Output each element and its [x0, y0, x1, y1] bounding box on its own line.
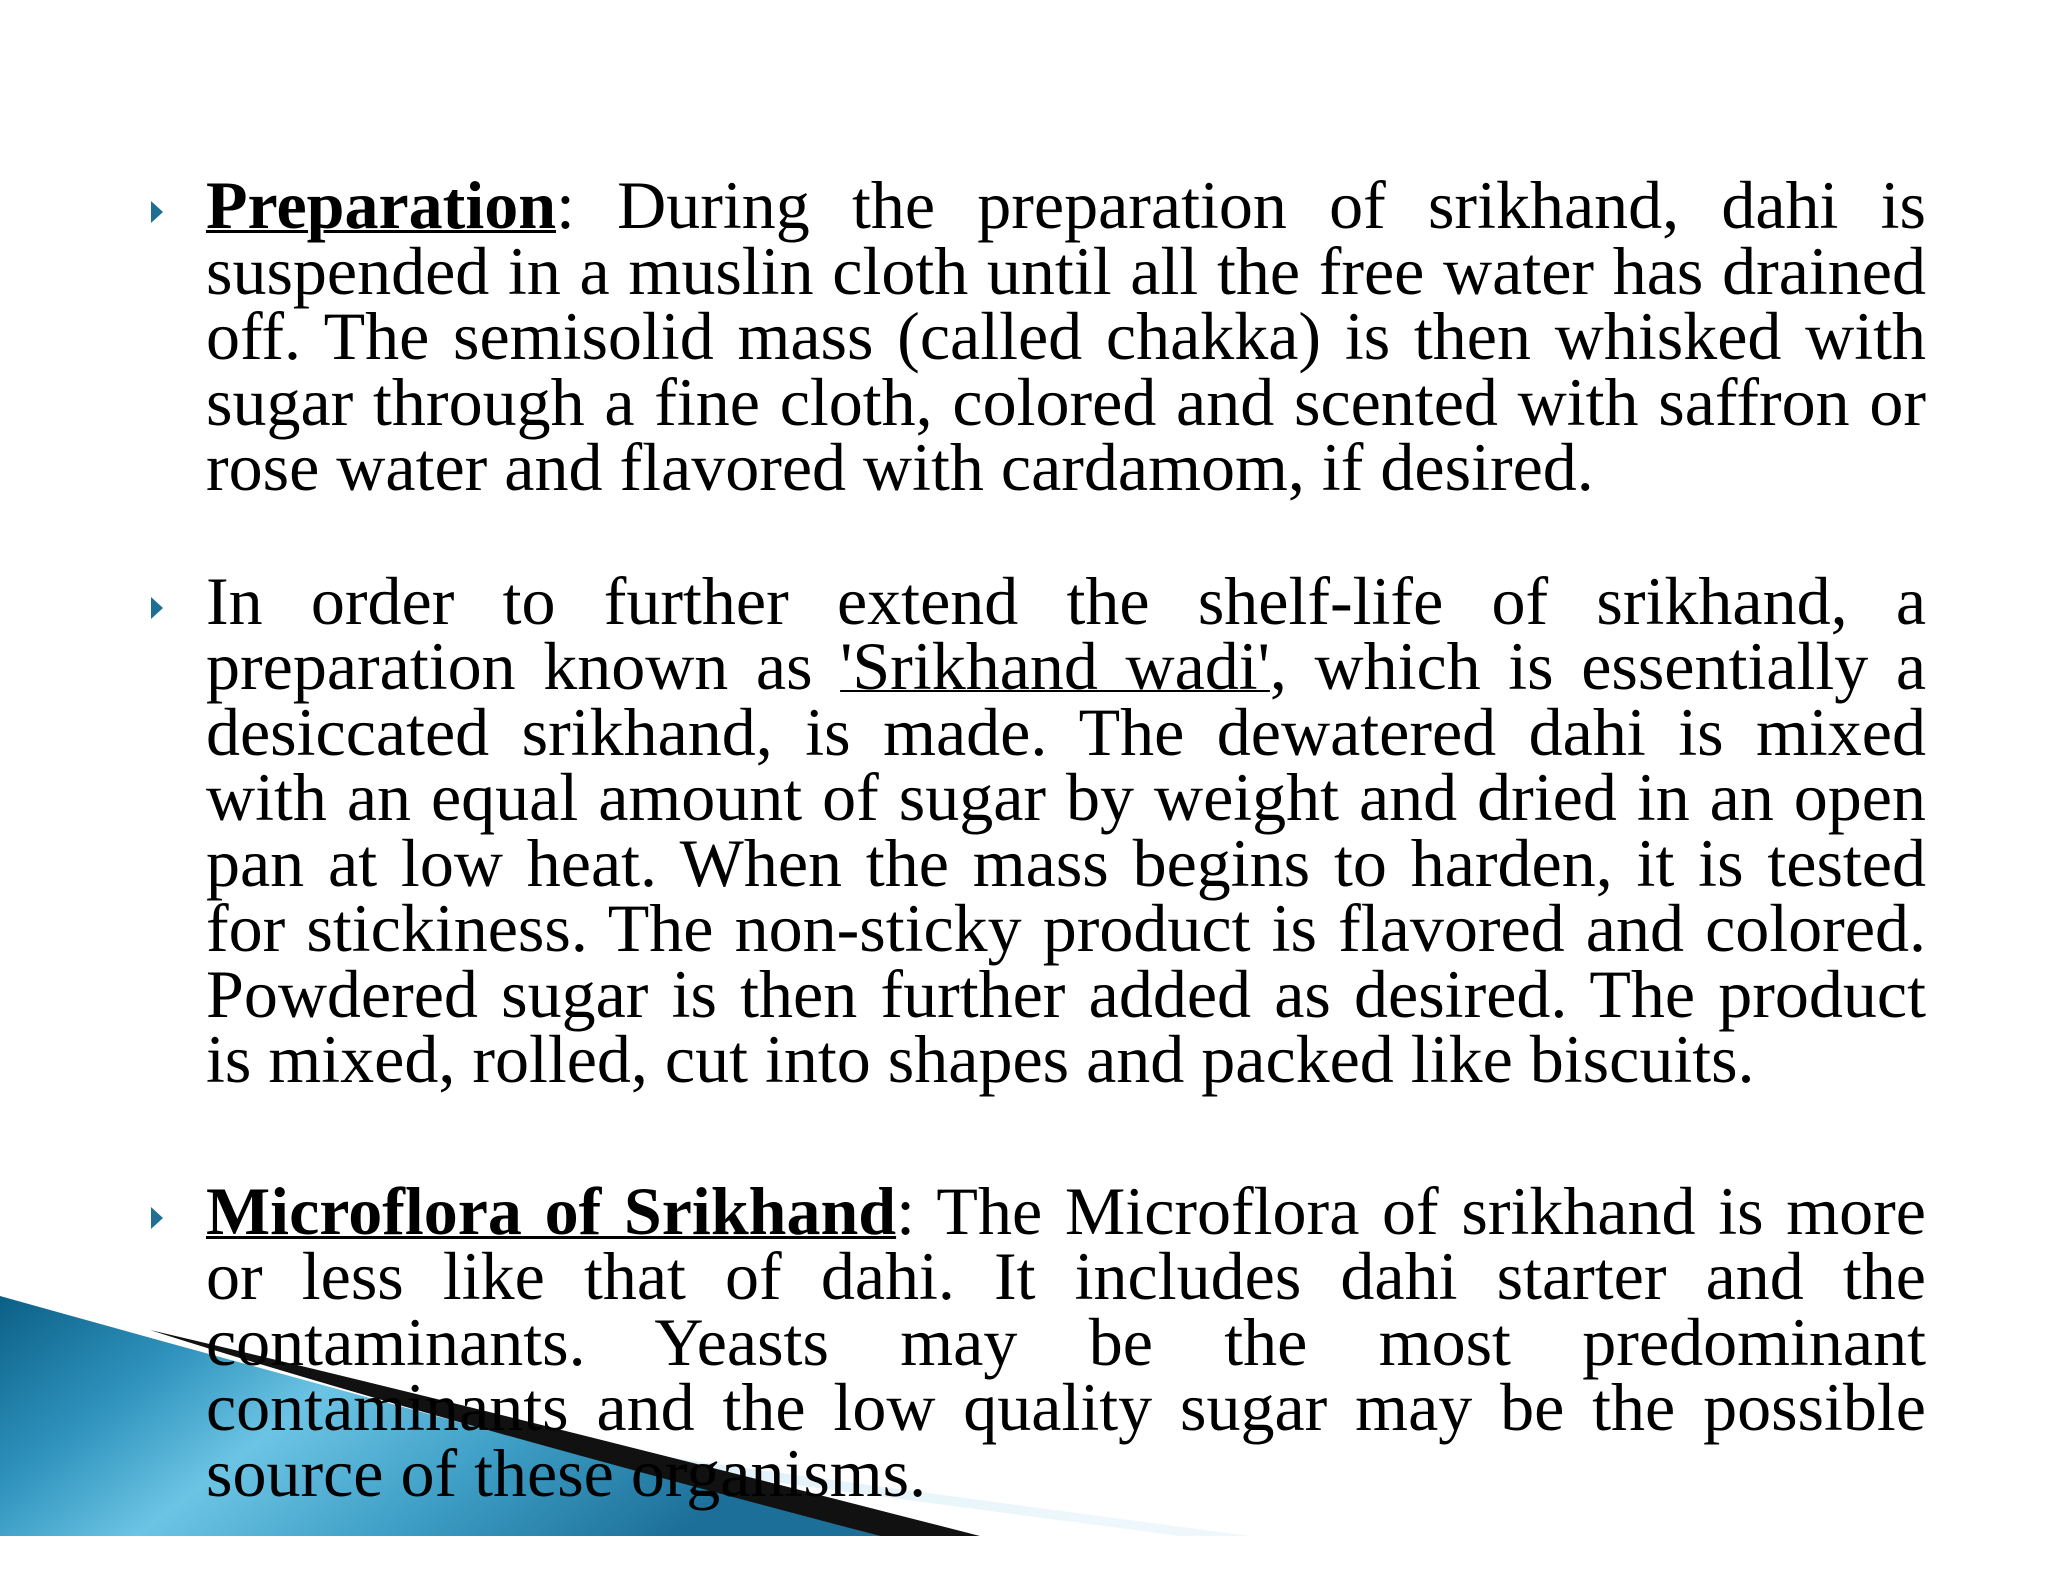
term-microflora: Microflora of Srikhand [206, 1172, 897, 1249]
srikhand-wadi-text-start: In order to further extend the shelf-life of srikhand, a preparation known as [206, 562, 1926, 704]
bullet-arrow-icon [151, 1207, 163, 1229]
bullet-preparation [140, 167, 1926, 505]
bullet-arrow-icon [151, 597, 163, 619]
term-preparation: Preparation [206, 167, 557, 243]
srikhand-wadi-text-end: , which is essentially a desiccated srikhand, is made. The dewatered dahi is mixed with an equal amount of sugar by weight and dried in an open pan at low heat. When the mass begins to harden, it is tested for stickiness. The non-sticky product is flavored and colored. Powdered sugar is then further added as desired. The product is mixed, rolled, cut into shapes and packed like biscuits. [206, 628, 1926, 1097]
bullet-arrow-icon [151, 201, 163, 223]
microflora-text: : The Microflora of srikhand is more or less like that of dahi. It includes dahi starter and the contaminants. Yeasts may be the most predominant contaminants and the low quality sugar may be the possible source of these organisms. [206, 1172, 1926, 1511]
bullet-srikhand-wadi [140, 562, 1926, 1097]
preparation-text: : During the preparation of srikhand, dahi is suspended in a muslin cloth until all the free water has drained off. The semisolid mass (called chakka) is then whisked with sugar through a fine cloth, colored and scented with saffron or rose water and flavored with cardamom, if desired. [206, 167, 1926, 505]
srikhand-wadi-link[interactable]: 'Srikhand wadi' [840, 628, 1270, 704]
slide-content [140, 105, 1926, 1574]
bullet-microflora [140, 1172, 1926, 1511]
